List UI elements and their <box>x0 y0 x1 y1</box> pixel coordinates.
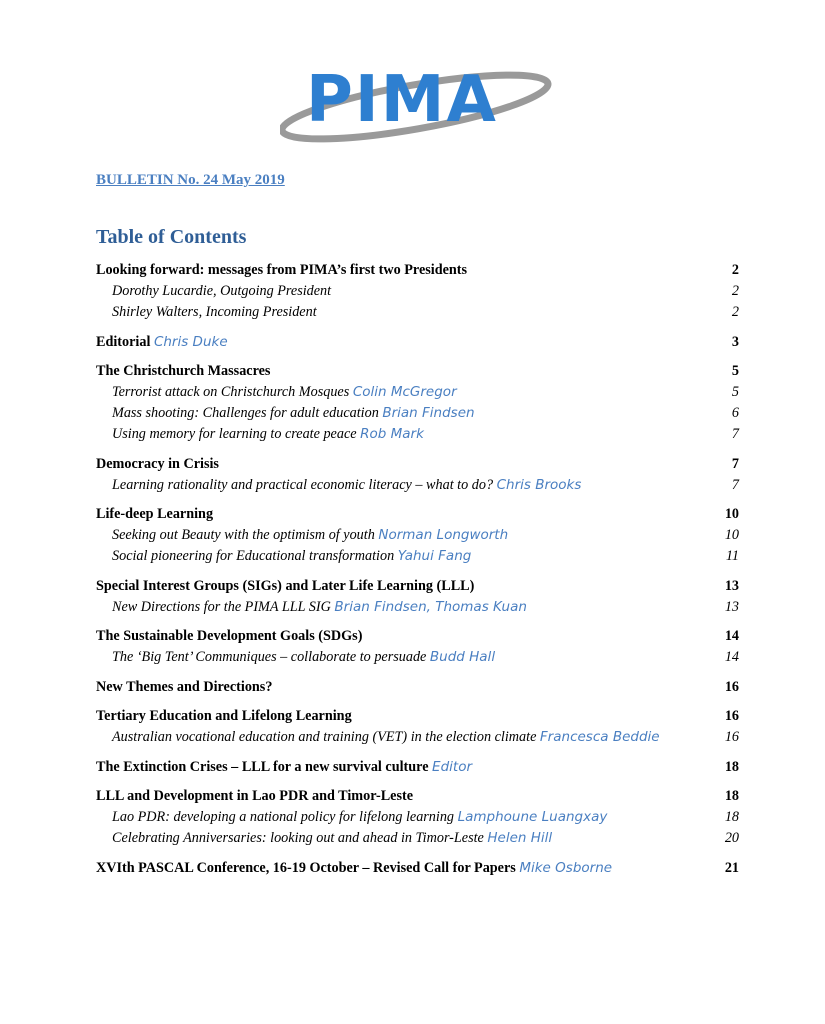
toc-section-page: 16 <box>724 678 739 695</box>
toc-section[interactable] <box>96 454 739 475</box>
toc-subentry[interactable] <box>96 281 739 302</box>
toc-section-text <box>96 504 213 525</box>
toc-subentry[interactable] <box>96 828 739 849</box>
toc-subentry-text <box>112 828 552 849</box>
toc-subentry-author[interactable]: Francesca Beddie <box>539 729 660 745</box>
toc-subentry-text <box>112 647 495 668</box>
toc-entry <box>96 454 739 496</box>
toc-subentry-title: Social pioneering for Educational transformation <box>112 548 395 564</box>
toc-section[interactable] <box>96 757 739 778</box>
toc-subentry[interactable] <box>96 424 739 445</box>
toc-subentry-page: 20 <box>724 830 739 846</box>
toc-subentry-title: Celebrating Anniversaries: looking out and ahead in Timor-Leste <box>112 830 484 846</box>
toc-section-page: 2 <box>731 262 739 278</box>
toc-section-author[interactable]: Mike Osborne <box>519 859 613 876</box>
toc-subentry-author[interactable]: Yahui Fang <box>397 548 472 564</box>
toc-subentry-title: Shirley Walters, Incoming President <box>112 304 317 320</box>
toc-subentry-title: Terrorist attack on Christchurch Mosques <box>112 384 350 400</box>
toc-subentry-text <box>112 807 607 828</box>
toc-subentry-title: Mass shooting: Challenges for adult education <box>112 405 379 421</box>
toc-section-title: Special Interest Groups (SIGs) and Later Life Learning (LLL) <box>96 577 475 594</box>
toc-subentry-author[interactable]: Norman Longworth <box>378 527 509 543</box>
toc-section[interactable] <box>96 260 739 281</box>
toc-subentry-title: Using memory for learning to create peace <box>112 426 357 442</box>
toc-section-title: Democracy in Crisis <box>96 455 219 472</box>
toc-gap <box>96 323 739 332</box>
toc-subentry-author[interactable]: Budd Hall <box>429 649 496 665</box>
toc-section-page: 7 <box>731 455 739 472</box>
toc-entry <box>96 677 739 698</box>
toc-subentry-page: 7 <box>731 426 739 442</box>
toc-subentry-page: 2 <box>731 283 739 299</box>
toc-section-title: Life-deep Learning <box>96 506 214 522</box>
toc-section-author[interactable]: Editor <box>432 758 472 775</box>
toc-section-page: 10 <box>724 506 739 522</box>
toc-section-page: 13 <box>724 577 739 594</box>
toc-section-text <box>96 361 270 382</box>
toc-entry <box>96 858 739 879</box>
toc-section-page: 18 <box>724 788 739 804</box>
toc-subentry-text <box>112 597 527 618</box>
toc-section-text <box>96 858 612 879</box>
toc-section-title: The Christchurch Massacres <box>96 363 271 379</box>
toc-subentry[interactable] <box>96 475 739 496</box>
toc-section-page: 14 <box>724 628 739 644</box>
toc-subentry-text <box>112 281 331 302</box>
toc-section-title: Looking forward: messages from PIMA’s first two Presidents <box>96 262 468 278</box>
toc-subentry[interactable] <box>96 727 739 748</box>
toc-subentry-title: Dorothy Lucardie, Outgoing President <box>112 283 332 299</box>
toc-section-page: 5 <box>731 363 739 379</box>
toc-subentry-text <box>112 424 424 445</box>
toc-subentry-title: Lao PDR: developing a national policy for lifelong learning <box>112 809 455 825</box>
toc-section[interactable] <box>96 626 739 647</box>
toc-subentry-text <box>112 727 660 748</box>
toc-section-title: Editorial <box>96 333 151 350</box>
toc-subentry-page: 10 <box>724 527 739 543</box>
toc-gap <box>96 698 739 707</box>
bulletin-link[interactable]: BULLETIN No. 24 May 2019 <box>96 172 285 188</box>
toc-subentry-page: 16 <box>724 729 739 745</box>
toc-title: Table of Contents <box>96 226 247 248</box>
toc-section[interactable] <box>96 786 739 807</box>
toc-subentry[interactable] <box>96 807 739 828</box>
toc-subentry-author[interactable]: Brian Findsen, Thomas Kuan <box>334 598 527 615</box>
toc-gap <box>96 849 739 858</box>
toc-section-title: The Sustainable Development Goals (SDGs) <box>96 628 363 644</box>
toc-section-title: The Extinction Crises – LLL for a new survival culture <box>96 758 429 775</box>
toc-subentry-author[interactable]: Lamphoune Luangxay <box>457 809 608 825</box>
toc-subentry-author[interactable]: Brian Findsen <box>382 405 475 421</box>
toc-subentry-text <box>112 403 475 424</box>
toc-entry <box>96 757 739 778</box>
toc-subentry-author[interactable]: Rob Mark <box>360 426 424 442</box>
toc-entry <box>96 576 739 618</box>
toc-subentry[interactable] <box>96 382 739 403</box>
toc-entry <box>96 786 739 849</box>
toc-gap <box>96 748 739 757</box>
toc-subentry[interactable] <box>96 302 739 323</box>
toc-entry <box>96 626 739 668</box>
toc-section-text <box>96 454 219 475</box>
toc-section-text <box>96 757 472 778</box>
toc-entry <box>96 504 739 567</box>
toc-subentry[interactable] <box>96 597 739 618</box>
toc-gap <box>96 668 739 677</box>
toc-section-text <box>96 706 352 727</box>
toc-subentry-author[interactable]: Colin McGregor <box>352 384 457 400</box>
toc-subentry-title: The ‘Big Tent’ Communiques – collaborate to persuade <box>112 649 427 665</box>
toc-subentry-page: 18 <box>724 809 739 825</box>
toc-section[interactable] <box>96 706 739 727</box>
toc-subentry-page: 13 <box>724 598 739 615</box>
toc-subentry[interactable] <box>96 647 739 668</box>
toc-subentry-author[interactable]: Chris Brooks <box>496 476 582 493</box>
toc-section-page: 21 <box>724 859 739 876</box>
toc-subentry-page: 2 <box>731 304 739 320</box>
toc-entry <box>96 361 739 445</box>
toc-section-page: 18 <box>724 758 739 775</box>
logo-text: PIMA <box>306 63 498 137</box>
toc-section[interactable] <box>96 858 739 879</box>
toc-section-text <box>96 332 228 353</box>
toc-gap <box>96 445 739 454</box>
toc-gap <box>96 496 739 505</box>
toc-entry <box>96 706 739 748</box>
toc-subentry-author[interactable]: Helen Hill <box>487 830 553 846</box>
toc-section[interactable] <box>96 677 739 698</box>
toc-subentry-title: Australian vocational education and training (VET) in the election climate <box>112 729 537 745</box>
toc-subentry-page: 6 <box>731 405 739 421</box>
toc-section-author[interactable]: Chris Duke <box>153 333 228 350</box>
toc-entry <box>96 260 739 323</box>
toc-section-text <box>96 576 474 597</box>
toc-section-title: LLL and Development in Lao PDR and Timor-Leste <box>96 788 414 804</box>
toc-subentry-page: 7 <box>731 476 739 493</box>
toc-entry <box>96 332 739 353</box>
toc-subentry-title: Seeking out Beauty with the optimism of youth <box>112 527 375 543</box>
toc-section-page: 16 <box>724 708 739 724</box>
toc-subentry[interactable] <box>96 525 739 546</box>
toc-section-text <box>96 786 413 807</box>
toc-subentry[interactable] <box>96 546 739 567</box>
toc-gap <box>96 618 739 627</box>
toc-subentry-text <box>112 302 317 323</box>
toc-section-title: Tertiary Education and Lifelong Learning <box>96 708 352 724</box>
toc-subentry[interactable] <box>96 403 739 424</box>
toc-section-text <box>96 626 362 647</box>
toc-section[interactable] <box>96 332 739 353</box>
toc-section-title: XVIth PASCAL Conference, 16-19 October – Revised Call for Papers <box>96 859 516 876</box>
toc-section-page: 3 <box>731 333 739 350</box>
toc-subentry-title: Learning rationality and practical economic literacy – what to do? <box>112 476 494 493</box>
toc-section[interactable] <box>96 576 739 597</box>
toc-subentry-page: 14 <box>724 649 739 665</box>
toc-subentry-title: New Directions for the PIMA LLL SIG <box>112 598 331 615</box>
toc-subentry-page: 11 <box>725 548 739 564</box>
toc-section-title: New Themes and Directions? <box>96 678 273 695</box>
toc-subentry-page: 5 <box>731 384 739 400</box>
toc-section-text <box>96 677 272 698</box>
toc-gap <box>96 567 739 576</box>
toc-subentry-text <box>112 546 471 567</box>
toc-subentry-text <box>112 382 457 403</box>
toc-gap <box>96 778 739 787</box>
toc-section-text <box>96 260 467 281</box>
toc-subentry-text <box>112 525 508 546</box>
toc-gap <box>96 353 739 362</box>
table-of-contents <box>96 260 739 879</box>
pima-logo <box>280 55 560 145</box>
toc-section[interactable] <box>96 361 739 382</box>
toc-section[interactable] <box>96 504 739 525</box>
toc-subentry-text <box>112 475 581 496</box>
